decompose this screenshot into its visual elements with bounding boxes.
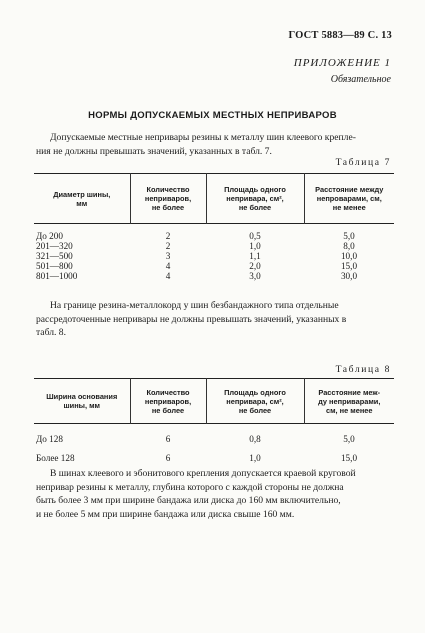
table-cell: 201—320: [36, 240, 73, 251]
table-cell: 8,0: [343, 240, 355, 251]
page-header: ГОСТ 5883—89 С. 13: [288, 30, 392, 41]
paragraph-3: [36, 467, 394, 521]
table-row: [34, 453, 394, 463]
table-cell: 3: [165, 250, 171, 261]
table-cell: 15,0: [340, 452, 358, 463]
paragraph-line: На границе резина-металлокорд у шин безбандажного типа отдельные: [50, 300, 339, 311]
table-cell: 4: [165, 271, 171, 282]
table-cell: 5,0: [343, 433, 355, 444]
table-cell: 4: [165, 261, 171, 272]
table-cell: 0,8: [249, 433, 261, 444]
table-7: [34, 173, 394, 282]
table-cell: 3,0: [249, 271, 261, 282]
paragraph-1: [36, 131, 394, 158]
paragraph-line: непривар резины к металлу, глубина которого с каждой стороны не должна: [36, 481, 344, 493]
table-row: [34, 434, 394, 453]
table-cell: 501—800: [36, 261, 73, 272]
table-cell: 15,0: [340, 261, 358, 272]
table-row: [34, 271, 394, 281]
table-row: [34, 241, 394, 251]
paragraph-2: [36, 299, 394, 340]
table-cell: Более 128: [36, 452, 75, 463]
column-header: Площадь одного непривара, см², не более: [206, 379, 304, 424]
table-cell: 2: [165, 240, 171, 251]
column-header: Расстояние между непроварами, см, не менее: [304, 174, 394, 224]
table-cell: 1,0: [249, 240, 261, 251]
table-cell: 5,0: [343, 230, 355, 241]
paragraph-line: ния не должны превышать значений, указанных в табл. 7.: [36, 145, 272, 157]
column-header: Расстояние меж- ду неприварами, см, не менее: [304, 379, 394, 424]
table-cell: 801—1000: [36, 271, 78, 282]
table-row: [34, 261, 394, 271]
column-header: Диаметр шины, мм: [53, 189, 111, 208]
table-cell: 30,0: [340, 271, 358, 282]
mandatory-label: Обязательное: [330, 74, 391, 85]
paragraph-line: В шинах клеевого и эбонитового крепления допускается краевой круговой: [50, 468, 356, 479]
table-cell: 2: [165, 230, 171, 241]
table-header-row: [34, 174, 394, 224]
table-7-caption: Таблица 7: [335, 157, 391, 168]
table-cell: 1,1: [249, 250, 261, 261]
table-cell: 6: [165, 452, 171, 463]
table-8-caption: Таблица 8: [335, 364, 391, 375]
table-8: [34, 378, 394, 463]
table-cell: 10,0: [340, 250, 358, 261]
column-header: Ширина основания шины, мм: [46, 392, 118, 410]
table-cell: 1,0: [249, 452, 261, 463]
table-cell: До 200: [36, 230, 63, 241]
paragraph-line: табл. 8.: [36, 327, 66, 338]
table-cell: 321—500: [36, 250, 73, 261]
table-cell: 6: [165, 433, 171, 444]
section-title: НОРМЫ ДОПУСКАЕМЫХ МЕСТНЫХ НЕПРИВАРОВ: [88, 110, 337, 121]
table-cell: 0,5: [249, 230, 261, 241]
table-cell: До 128: [36, 433, 63, 444]
appendix-label: ПРИЛОЖЕНИЕ 1: [293, 57, 391, 69]
paragraph-line: Допускаемые местные непривары резины к металлу шин клеевого крепле-: [50, 132, 356, 143]
column-header: Количество неприваров, не более: [130, 379, 206, 424]
table-cell: 2,0: [249, 261, 261, 272]
paragraph-line: рассредоточенные непривары не должны превышать значений, указанных в: [36, 313, 347, 325]
table-row: [34, 251, 394, 261]
table-row: [34, 231, 394, 241]
paragraph-line: быть более 3 мм при ширине бандажа или диска до 160 мм включительно,: [36, 495, 341, 506]
table-header-row: [34, 379, 394, 424]
paragraph-line: и не более 5 мм при ширине бандажа или диска свыше 160 мм.: [36, 508, 295, 520]
column-header: Площадь одного непривара, см², не более: [206, 174, 304, 224]
column-header: Количество неприваров, не более: [130, 174, 206, 224]
